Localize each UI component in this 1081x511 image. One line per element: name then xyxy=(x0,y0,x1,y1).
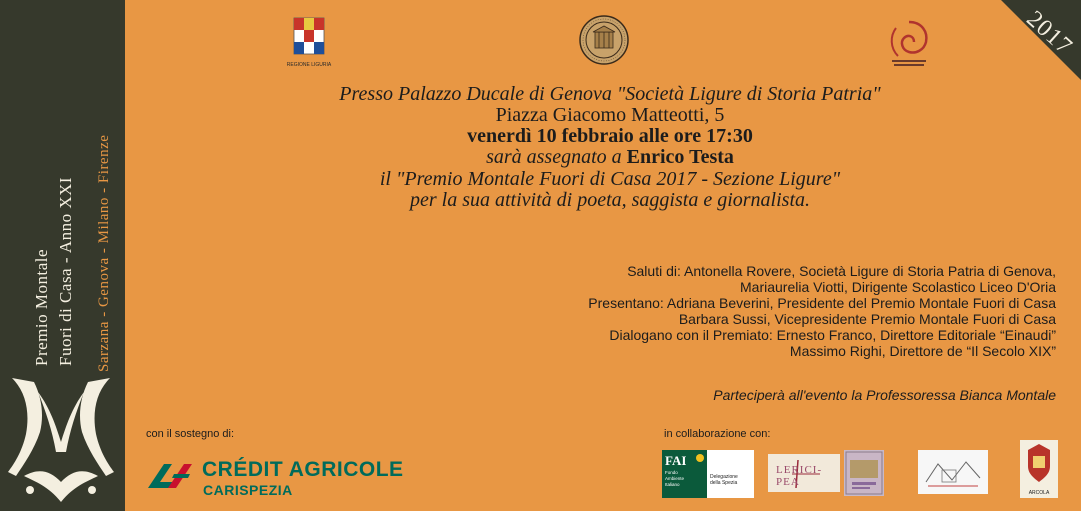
details-line: Barbara Sussi, Vicepresidente Premio Montale Fuori di Casa xyxy=(678,311,1056,327)
prize-line: il "Premio Montale Fuori di Casa 2017 - Sezione Ligure" xyxy=(379,168,841,190)
award-prefix: sarà assegnato a xyxy=(486,146,627,168)
arcola-crest-icon xyxy=(1020,440,1058,486)
premio-montale-logo-icon xyxy=(4,372,118,510)
sidebar-cities: Sarzana - Genova - Milano - Firenze xyxy=(96,134,112,372)
sidebar-title-line1: Premio Montale xyxy=(32,248,51,366)
fai-delegation-line: della Spezia xyxy=(710,480,738,486)
regione-liguria-caption: REGIONE LIGURIA xyxy=(286,62,332,68)
motivation-line: per la sua attività di poeta, saggista e giornalista. xyxy=(410,189,810,211)
participation-note: Parteciperà all'evento la Professoressa Bianca Montale xyxy=(713,387,1056,403)
fai-subtitle xyxy=(665,470,684,488)
credit-agricole-logo xyxy=(146,456,436,500)
details-line: Mariaurelia Viotti, Dirigente Scolastico Liceo D'Oria xyxy=(740,279,1056,295)
fai-dot-icon xyxy=(696,454,704,462)
date-line: venerdì 10 febbraio alle ore 17:30 xyxy=(467,125,753,147)
fai-sub-line: Italiano xyxy=(665,482,680,487)
sketch-drawing-icon xyxy=(918,450,988,494)
arcola-logo xyxy=(1020,440,1058,498)
venue-line: Presso Palazzo Ducale di Genova "Società Ligure di Storia Patria" xyxy=(339,83,881,105)
societa-ligure-seal-icon xyxy=(578,14,630,66)
sponsor-name: CRÉDIT AGRICOLE xyxy=(202,458,404,481)
fai-title: FAI xyxy=(665,453,687,468)
ceramic-spiral-logo-icon xyxy=(882,16,936,72)
corner-year-label: 2017 xyxy=(1021,6,1078,61)
fai-logo xyxy=(662,450,754,498)
fai-delegation xyxy=(710,474,738,486)
book-cover-icon xyxy=(844,450,884,496)
lerici-pea-logo xyxy=(768,454,840,492)
fai-delegation-line: Delegazione xyxy=(710,474,738,480)
details-line: Saluti di: Antonella Rovere, Società Ligure di Storia Patria di Genova, xyxy=(627,263,1056,279)
corner-year-ribbon xyxy=(981,0,1081,100)
regione-liguria-logo-icon xyxy=(288,16,330,68)
fai-sub-line: Fondo xyxy=(665,470,678,475)
sidebar-banner xyxy=(0,0,125,511)
sponsor-subname: CARISPEZIA xyxy=(203,482,293,498)
details-line: Presentano: Adriana Beverini, Presidente del Premio Montale Fuori di Casa xyxy=(588,295,1056,311)
arcola-caption: ARCOLA xyxy=(1028,490,1050,496)
invitation-text xyxy=(260,84,960,211)
award-line xyxy=(260,147,960,169)
details-line: Dialogano con il Premiato: Ernesto Franco, Direttore Editoriale “Einaudi” xyxy=(609,327,1056,343)
address-line: Piazza Giacomo Matteotti, 5 xyxy=(495,104,725,126)
support-label: con il sostegno di: xyxy=(146,428,235,440)
awardee-name: Enrico Testa xyxy=(626,146,734,168)
program-details xyxy=(588,263,1056,359)
fai-panel xyxy=(662,450,707,498)
book-cover-logo xyxy=(844,450,884,496)
lerici-pea-label: LERICI-PEA xyxy=(776,464,823,488)
sketch-logo xyxy=(918,450,988,494)
sidebar-title-line2: Fuori di Casa - Anno XXI xyxy=(56,176,75,366)
credit-agricole-mark-icon xyxy=(146,460,194,492)
fai-sub-line: Ambiente xyxy=(665,476,685,481)
details-line: Massimo Righi, Direttore de “Il Secolo XIX” xyxy=(789,343,1056,359)
collaboration-label: in collaborazione con: xyxy=(664,428,771,440)
